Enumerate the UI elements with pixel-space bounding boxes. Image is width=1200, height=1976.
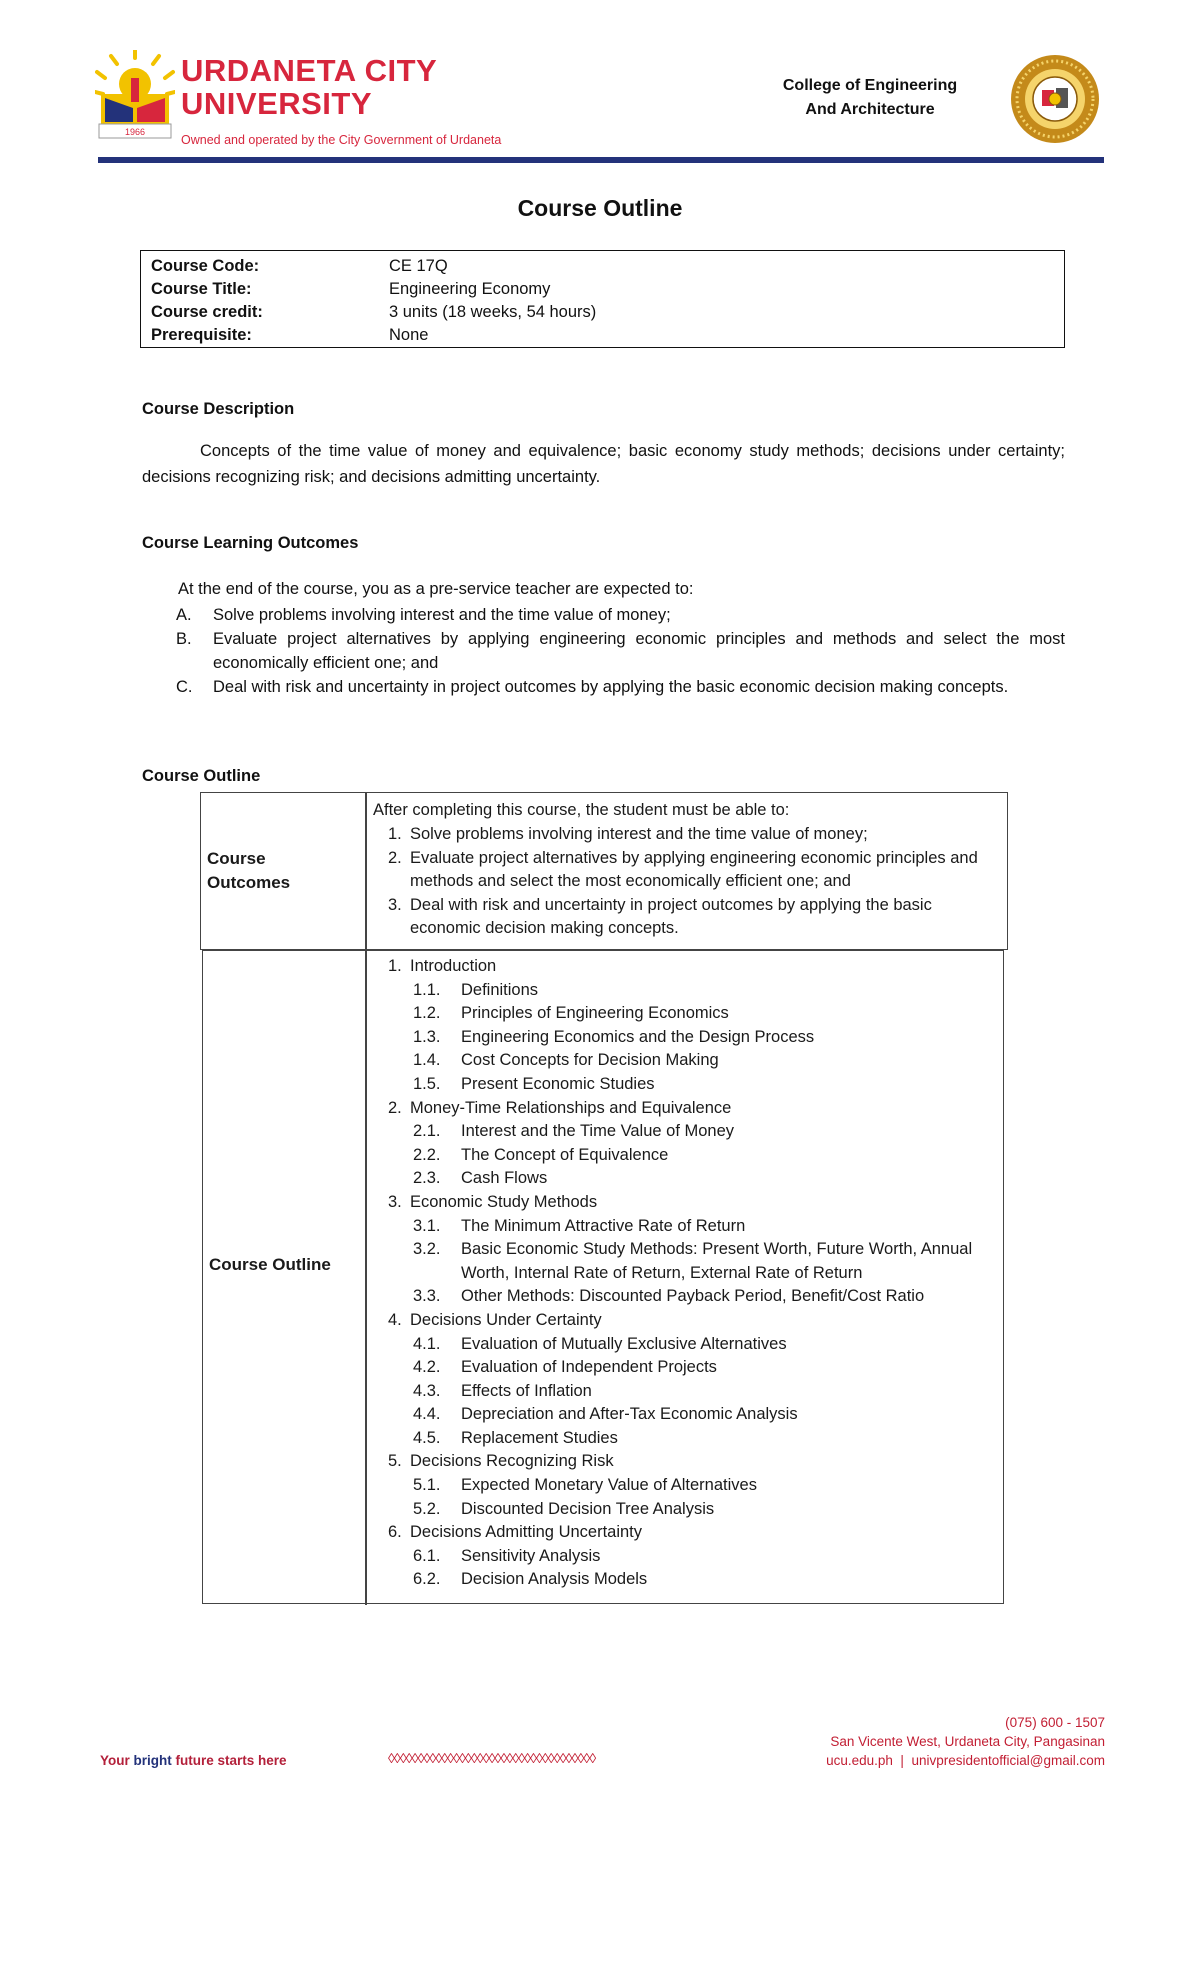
outline-subtopic-text: Depreciation and After-Tax Economic Analysis	[461, 1405, 798, 1424]
outline-subtopic	[388, 1356, 998, 1380]
outline-subtopic-text: Basic Economic Study Methods: Present Worth, Future Worth, Annual Worth, Internal Rate of Return, External Rate of Return	[461, 1240, 973, 1282]
outline-topic-number: 3.	[388, 1192, 402, 1211]
learning-outcomes-list	[176, 603, 1065, 699]
info-value: Engineering Economy	[389, 280, 551, 298]
outline-topic-number: 2.	[388, 1098, 402, 1117]
course-outline-heading: Course Outline	[142, 767, 261, 785]
outline-subtopic-text: Other Methods: Discounted Payback Period, Benefit/Cost Ratio	[461, 1287, 925, 1306]
description-heading: Course Description	[142, 400, 295, 418]
info-row-prerequisite	[151, 324, 1054, 347]
footer-address: San Vicente West, Urdaneta City, Pangasinan	[830, 1734, 1105, 1749]
scanned-outline-table	[200, 792, 1008, 1606]
footer-web-link[interactable]: ucu.edu.ph	[826, 1753, 893, 1768]
outline-subtopic-number: 3.2.	[413, 1240, 441, 1259]
outline-topic-number: 5.	[388, 1452, 402, 1471]
outline-subtopic	[388, 1380, 998, 1404]
outline-subtopic-number: 1.5.	[413, 1074, 441, 1093]
outline-subtopic-number: 3.3.	[413, 1287, 441, 1306]
outline-subtopic	[388, 1285, 998, 1309]
outline-topic-title: Money-Time Relationships and Equivalence	[410, 1098, 732, 1117]
outline-subtopic-number: 2.1.	[413, 1122, 441, 1141]
outline-subtopic-number: 5.1.	[413, 1476, 441, 1495]
column-divider	[365, 951, 367, 1605]
outline-subtopic	[388, 1215, 998, 1239]
info-label: Course Title:	[151, 280, 252, 298]
outline-subtopic	[388, 1568, 998, 1592]
outline-topic-title: Decisions Under Certainty	[410, 1310, 602, 1329]
list-item-letter: A.	[176, 606, 192, 624]
outline-subtopic-number: 3.1.	[413, 1216, 441, 1235]
college-line1: College of Engineering	[782, 77, 958, 94]
footer-contact	[700, 1713, 1105, 1770]
outline-subtopic-text: Replacement Studies	[461, 1428, 618, 1447]
university-name-line2: UNIVERSITY	[181, 86, 373, 121]
outline-subtopic	[388, 1120, 998, 1144]
slogan-part-b: future starts here	[171, 1753, 287, 1768]
outline-subtopic	[388, 1333, 998, 1357]
info-row-credit	[151, 301, 1054, 324]
outline-topic	[388, 955, 998, 979]
list-item	[176, 675, 1065, 699]
course-outcomes-label-line2: Outcomes	[207, 873, 291, 892]
university-logo-icon	[95, 50, 175, 140]
list-item-letter: B.	[176, 630, 192, 648]
list-item	[388, 894, 1003, 941]
outline-subtopic-text: Sensitivity Analysis	[461, 1546, 601, 1565]
outline-subtopic	[388, 1002, 998, 1026]
logo-year: 1966	[124, 127, 146, 137]
outline-subtopic-text: Expected Monetary Value of Alternatives	[461, 1476, 757, 1495]
footer-slogan	[100, 1753, 287, 1768]
list-item-number: 2.	[388, 848, 402, 867]
outline-topic-number: 1.	[388, 957, 402, 975]
outline-subtopic-text: Engineering Economics and the Design Process	[461, 1027, 815, 1046]
outline-subtopic	[388, 1026, 998, 1050]
list-item-text: Evaluate project alternatives by applying engineering economic principles and methods and select the most economically efficient one; and	[410, 848, 978, 890]
university-subtitle: Owned and operated by the City Government of Urdaneta	[181, 133, 502, 147]
description-text	[142, 438, 1065, 490]
list-item-letter: C.	[176, 678, 193, 696]
page-header	[95, 50, 1105, 160]
outline-topic-title: Introduction	[410, 957, 497, 975]
column-divider	[365, 793, 367, 951]
course-outcomes-label-line1: Course	[207, 849, 266, 868]
outline-subtopic-text: Evaluation of Independent Projects	[461, 1358, 717, 1377]
outline-topic	[388, 1191, 998, 1215]
course-outcomes-row	[200, 792, 1008, 950]
outline-subtopic-number: 1.4.	[413, 1051, 441, 1070]
page-title: Course Outline	[517, 195, 683, 221]
outline-subtopic	[388, 1498, 998, 1522]
outline-topic-title: Decisions Recognizing Risk	[410, 1452, 614, 1471]
info-row-code	[151, 255, 1054, 278]
outline-subtopic-text: Discounted Decision Tree Analysis	[461, 1499, 715, 1518]
outline-topic-number: 4.	[388, 1310, 402, 1329]
outline-subtopic-number: 6.2.	[413, 1570, 441, 1589]
info-row-title	[151, 278, 1054, 301]
outline-subtopic-number: 1.3.	[413, 1027, 441, 1046]
list-item	[176, 627, 1065, 675]
outline-subtopic-number: 1.2.	[413, 1004, 441, 1023]
outline-subtopic	[388, 1144, 998, 1168]
outline-subtopic-text: The Minimum Attractive Rate of Return	[461, 1216, 746, 1235]
outline-subtopic	[388, 979, 998, 1003]
slogan-part-a: Your	[100, 1753, 134, 1768]
info-value: 3 units (18 weeks, 54 hours)	[389, 303, 597, 321]
outline-topic-title: Decisions Admitting Uncertainty	[410, 1523, 643, 1542]
course-outcomes-list	[388, 823, 1003, 941]
outline-topic	[388, 1521, 998, 1545]
outline-subtopic	[388, 1049, 998, 1073]
description-body: Concepts of the time value of money and equivalence; basic economy study methods; decisions under certainty; decisions recognizing risk; and decisions admitting uncertainty.	[142, 442, 1065, 486]
list-item-text: Deal with risk and uncertainty in project outcomes by applying the basic economic decision making concepts.	[213, 678, 1009, 696]
learning-outcomes-intro: At the end of the course, you as a pre-service teacher are expected to:	[178, 580, 694, 598]
course-outcomes-label	[207, 847, 290, 895]
footer-email-link[interactable]: univpresidentofficial@gmail.com	[911, 1753, 1105, 1768]
outline-subtopic-number: 4.1.	[413, 1334, 441, 1353]
outline-subtopic	[388, 1474, 998, 1498]
footer-phone: (075) 600 - 1507	[1005, 1715, 1105, 1730]
course-outline-row	[202, 950, 1004, 1604]
outline-topic	[388, 1309, 998, 1333]
info-label: Course credit:	[151, 303, 263, 321]
slogan-bright: bright	[133, 1753, 172, 1768]
college-name	[745, 74, 995, 122]
outline-subtopic	[388, 1167, 998, 1191]
outline-topic	[388, 1097, 998, 1121]
course-outline-label: Course Outline	[209, 1255, 331, 1274]
outline-subtopic-number: 4.4.	[413, 1405, 441, 1424]
outline-subtopic-text: The Concept of Equivalence	[461, 1145, 669, 1164]
list-item-text: Deal with risk and uncertainty in project outcomes by applying the basic economic decision making concepts.	[410, 895, 932, 937]
outline-subtopic-text: Effects of Inflation	[461, 1381, 592, 1400]
outline-subtopic	[388, 1403, 998, 1427]
university-name-line1: URDANETA CITY	[181, 53, 438, 88]
list-item-number: 3.	[388, 895, 402, 914]
list-item-text: Solve problems involving interest and the time value of money;	[410, 825, 868, 843]
outline-topic	[388, 1450, 998, 1474]
outline-subtopic-number: 2.2.	[413, 1145, 441, 1164]
outline-subtopic-number: 4.5.	[413, 1428, 441, 1447]
footer-web-email	[700, 1751, 1105, 1770]
outline-subtopic	[388, 1238, 998, 1285]
list-item	[388, 823, 1003, 847]
outline-subtopic	[388, 1073, 998, 1097]
outline-subtopic-text: Definitions	[461, 980, 539, 999]
course-info-table	[140, 250, 1065, 348]
outline-subtopic-number: 2.3.	[413, 1169, 441, 1188]
course-outline-topics	[388, 955, 998, 1592]
university-name	[181, 54, 437, 120]
outline-subtopic-number: 6.1.	[413, 1546, 441, 1565]
college-line2: And Architecture	[805, 101, 935, 118]
outline-subtopic-text: Decision Analysis Models	[461, 1570, 648, 1589]
footer-diamond-ornament: ◊◊◊◊◊◊◊◊◊◊◊◊◊◊◊◊◊◊◊◊◊◊◊◊◊◊◊◊◊◊◊◊◊◊◊	[388, 1750, 596, 1766]
outline-subtopic-number: 5.2.	[413, 1499, 441, 1518]
outline-subtopic-text: Present Economic Studies	[461, 1074, 655, 1093]
list-item	[176, 603, 1065, 627]
outline-subtopic-text: Cost Concepts for Decision Making	[461, 1051, 719, 1070]
outline-subtopic-text: Principles of Engineering Economics	[461, 1004, 729, 1023]
list-item	[388, 847, 1003, 894]
header-rule	[98, 157, 1104, 163]
list-item-text: Evaluate project alternatives by applying engineering economic principles and methods and select the most economically efficient one; and	[213, 630, 1065, 672]
learning-outcomes-heading: Course Learning Outcomes	[142, 534, 359, 552]
outline-subtopic-text: Cash Flows	[461, 1169, 548, 1188]
college-seal-icon	[1010, 54, 1100, 144]
list-item-text: Solve problems involving interest and the time value of money;	[213, 606, 671, 624]
info-label: Prerequisite:	[151, 326, 252, 344]
info-label: Course Code:	[151, 257, 260, 275]
info-value: CE 17Q	[389, 257, 448, 275]
footer-separator: |	[900, 1753, 904, 1768]
list-item-number: 1.	[388, 825, 402, 843]
outline-topic-number: 6.	[388, 1523, 402, 1542]
outline-subtopic-text: Evaluation of Mutually Exclusive Alternatives	[461, 1334, 787, 1353]
outline-subtopic	[388, 1545, 998, 1569]
outline-subtopic-number: 4.3.	[413, 1381, 441, 1400]
outline-subtopic-number: 1.1.	[413, 980, 441, 999]
outline-subtopic	[388, 1427, 998, 1451]
info-value: None	[389, 326, 429, 344]
course-outcomes-intro: After completing this course, the student must be able to:	[373, 801, 790, 819]
outline-topic-title: Economic Study Methods	[410, 1192, 598, 1211]
outline-subtopic-number: 4.2.	[413, 1358, 441, 1377]
outline-subtopic-text: Interest and the Time Value of Money	[461, 1122, 735, 1141]
